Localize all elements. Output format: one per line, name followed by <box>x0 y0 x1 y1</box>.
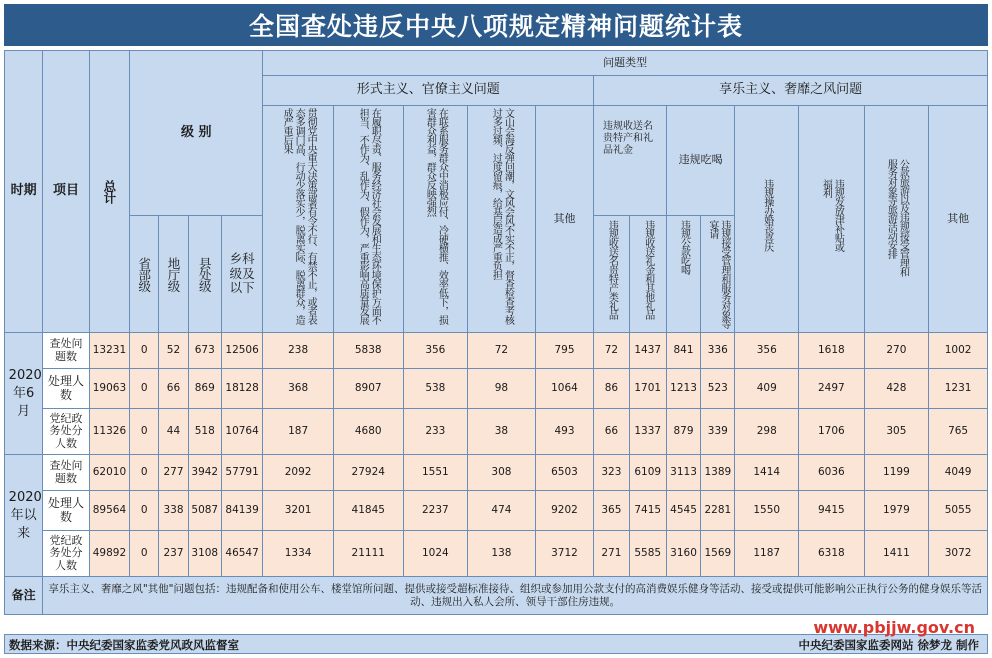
cell: 62010 <box>89 455 129 491</box>
table-row <box>5 491 988 531</box>
cell: 86 <box>594 369 629 409</box>
credit: 中央纪委国家监委网站 徐梦龙 制作 <box>798 638 979 652</box>
cell: 89564 <box>89 491 129 531</box>
note-text: 享乐主义、奢靡之风"其他"问题包括：违规配备和使用公车、楼堂馆所问题、提供或接受超标准接待、组织或参加用公款支付的高消费娱乐健身等活动、接受或提供可能影响公正执行公务的健身娱乐等活动、违规出入私人会所、领导干部住房违规。 <box>43 577 988 615</box>
cell: 5055 <box>929 491 988 531</box>
data-source: 数据来源：中央纪委国家监委党风政风监督室 <box>9 638 239 652</box>
cell: 38 <box>468 409 536 455</box>
cell: 271 <box>594 531 629 577</box>
table-row <box>5 531 988 577</box>
cell: 0 <box>130 369 159 409</box>
row-item-label: 处理人数 <box>43 369 89 409</box>
cell: 1002 <box>929 333 988 369</box>
cell: 409 <box>735 369 799 409</box>
cell: 0 <box>130 409 159 455</box>
eat-group-header: 违规吃喝 <box>666 106 735 216</box>
cell: 5585 <box>629 531 666 577</box>
cell: 6036 <box>799 455 865 491</box>
cell: 1414 <box>735 455 799 491</box>
formalism-col-1: 贯彻党中央重大决策部署有令不行、有禁不止，或者表态多调门高、行动少落实少，脱离实际、脱离群众，造成严重后果 <box>263 106 334 333</box>
hedonism-col-allowance: 违规发放津补贴或福利 <box>799 106 865 333</box>
table-row <box>5 409 988 455</box>
note-label: 备注 <box>5 577 43 615</box>
row-item-label: 查处问题数 <box>43 333 89 369</box>
cell: 365 <box>594 491 629 531</box>
cell: 19063 <box>89 369 129 409</box>
cell: 72 <box>594 333 629 369</box>
cell: 339 <box>701 409 735 455</box>
cell: 187 <box>263 409 334 455</box>
eat-col-1: 违规公款吃喝 <box>666 216 700 333</box>
gift-col-1: 违规收送名贵特产类礼品 <box>594 216 629 333</box>
cell: 27924 <box>333 455 403 491</box>
cell: 2281 <box>701 491 735 531</box>
cell: 4545 <box>666 491 700 531</box>
cell: 368 <box>263 369 334 409</box>
total-header: 总计 <box>89 51 129 333</box>
cell: 1231 <box>929 369 988 409</box>
cell: 0 <box>130 531 159 577</box>
cell: 3201 <box>263 491 334 531</box>
level-bureau: 地厅级 <box>159 216 188 333</box>
cell: 1706 <box>799 409 865 455</box>
table-row <box>5 333 988 369</box>
cell: 21111 <box>333 531 403 577</box>
cell: 1389 <box>701 455 735 491</box>
level-county: 县处级 <box>188 216 221 333</box>
cell: 869 <box>188 369 221 409</box>
cell: 0 <box>130 455 159 491</box>
level-header: 级 别 <box>130 51 263 216</box>
cell: 3942 <box>188 455 221 491</box>
cell: 1187 <box>735 531 799 577</box>
cell: 1551 <box>403 455 468 491</box>
cell: 338 <box>159 491 188 531</box>
cell: 1979 <box>864 491 929 531</box>
cell: 6109 <box>629 455 666 491</box>
cell: 1024 <box>403 531 468 577</box>
cell: 1569 <box>701 531 735 577</box>
cell: 1550 <box>735 491 799 531</box>
cell: 2092 <box>263 455 334 491</box>
cell: 765 <box>929 409 988 455</box>
cell: 1618 <box>799 333 865 369</box>
cell: 12506 <box>221 333 262 369</box>
cell: 2237 <box>403 491 468 531</box>
cell: 356 <box>403 333 468 369</box>
cell: 1337 <box>629 409 666 455</box>
cell: 3160 <box>666 531 700 577</box>
hedonism-col-wedding: 违规操办婚丧喜庆 <box>735 106 799 333</box>
formalism-col-3: 在联系服务群众中消极应付、冷硬横推、效率低下，损害群众利益，群众反映强烈 <box>403 106 468 333</box>
cell: 879 <box>666 409 700 455</box>
cell: 9202 <box>535 491 594 531</box>
cell: 18128 <box>221 369 262 409</box>
cell: 474 <box>468 491 536 531</box>
cell: 8907 <box>333 369 403 409</box>
stats-table <box>4 50 988 615</box>
watermark-url: www.pbjjw.gov.cn <box>813 618 975 637</box>
cell: 2497 <box>799 369 865 409</box>
cell: 323 <box>594 455 629 491</box>
level-township: 乡科级及以下 <box>221 216 262 333</box>
cell: 1064 <box>535 369 594 409</box>
cell: 518 <box>188 409 221 455</box>
cell: 538 <box>403 369 468 409</box>
cell: 66 <box>594 409 629 455</box>
cell: 277 <box>159 455 188 491</box>
cell: 57791 <box>221 455 262 491</box>
cell: 3113 <box>666 455 700 491</box>
cell: 52 <box>159 333 188 369</box>
cell: 44 <box>159 409 188 455</box>
cell: 1213 <box>666 369 700 409</box>
row-item-label: 查处问题数 <box>43 455 89 491</box>
period-label: 2020年6月 <box>5 333 43 455</box>
cell: 0 <box>130 333 159 369</box>
cell: 493 <box>535 409 594 455</box>
cell: 1199 <box>864 455 929 491</box>
cell: 3108 <box>188 531 221 577</box>
gift-group-header: 违规收送名贵特产和礼品礼金 <box>594 106 667 216</box>
table-row <box>5 455 988 491</box>
hedonism-col-travel: 公款旅游以及违规接受管理和服务对象等旅游活动安排 <box>864 106 929 333</box>
cell: 4049 <box>929 455 988 491</box>
cell: 0 <box>130 491 159 531</box>
cell: 270 <box>864 333 929 369</box>
row-item-label: 党纪政务处分人数 <box>43 531 89 577</box>
cell: 795 <box>535 333 594 369</box>
formalism-header: 形式主义、官僚主义问题 <box>263 76 594 106</box>
cell: 6318 <box>799 531 865 577</box>
cell: 11326 <box>89 409 129 455</box>
cell: 10764 <box>221 409 262 455</box>
cell: 356 <box>735 333 799 369</box>
formalism-col-2: 在履职尽责、服务经济社会发展和生态环境保护方面不担当、不作为、乱作为、假作为，严重影响高质量发展 <box>333 106 403 333</box>
table-row <box>5 369 988 409</box>
cell: 237 <box>159 531 188 577</box>
row-item-label: 党纪政务处分人数 <box>43 409 89 455</box>
cell: 5838 <box>333 333 403 369</box>
cell: 49892 <box>89 531 129 577</box>
problem-type-header: 问题类型 <box>263 51 988 76</box>
page-title: 全国查处违反中央八项规定精神问题统计表 <box>248 12 743 41</box>
footer <box>4 618 988 654</box>
cell: 138 <box>468 531 536 577</box>
cell: 298 <box>735 409 799 455</box>
cell: 673 <box>188 333 221 369</box>
cell: 428 <box>864 369 929 409</box>
cell: 72 <box>468 333 536 369</box>
level-provincial: 省部级 <box>130 216 159 333</box>
title-bar <box>4 4 988 46</box>
cell: 6503 <box>535 455 594 491</box>
gift-col-2: 违规收送礼金和其他礼品 <box>629 216 666 333</box>
cell: 7415 <box>629 491 666 531</box>
cell: 841 <box>666 333 700 369</box>
cell: 238 <box>263 333 334 369</box>
cell: 3072 <box>929 531 988 577</box>
cell: 308 <box>468 455 536 491</box>
note-row <box>5 577 988 615</box>
cell: 9415 <box>799 491 865 531</box>
cell: 1411 <box>864 531 929 577</box>
cell: 3712 <box>535 531 594 577</box>
hedonism-header: 享乐主义、奢靡之风问题 <box>594 76 988 106</box>
cell: 336 <box>701 333 735 369</box>
cell: 98 <box>468 369 536 409</box>
cell: 66 <box>159 369 188 409</box>
period-label: 2020年以来 <box>5 455 43 577</box>
cell: 84139 <box>221 491 262 531</box>
cell: 523 <box>701 369 735 409</box>
formalism-col-4: 文山会海反弹回潮，文风会风不实不正，督查检查考核过多过频、过度留痕，给基层造成严重负担 <box>468 106 536 333</box>
item-header: 项目 <box>43 51 89 333</box>
cell: 41845 <box>333 491 403 531</box>
cell: 5087 <box>188 491 221 531</box>
eat-col-2: 违规接受管理和服务对象等宴请 <box>701 216 735 333</box>
cell: 1437 <box>629 333 666 369</box>
cell: 1334 <box>263 531 334 577</box>
formalism-col-other: 其他 <box>535 106 594 333</box>
cell: 13231 <box>89 333 129 369</box>
period-header: 时期 <box>5 51 43 333</box>
cell: 4680 <box>333 409 403 455</box>
hedonism-col-other: 其他 <box>929 106 988 333</box>
cell: 1701 <box>629 369 666 409</box>
cell: 46547 <box>221 531 262 577</box>
row-item-label: 处理人数 <box>43 491 89 531</box>
cell: 305 <box>864 409 929 455</box>
cell: 233 <box>403 409 468 455</box>
